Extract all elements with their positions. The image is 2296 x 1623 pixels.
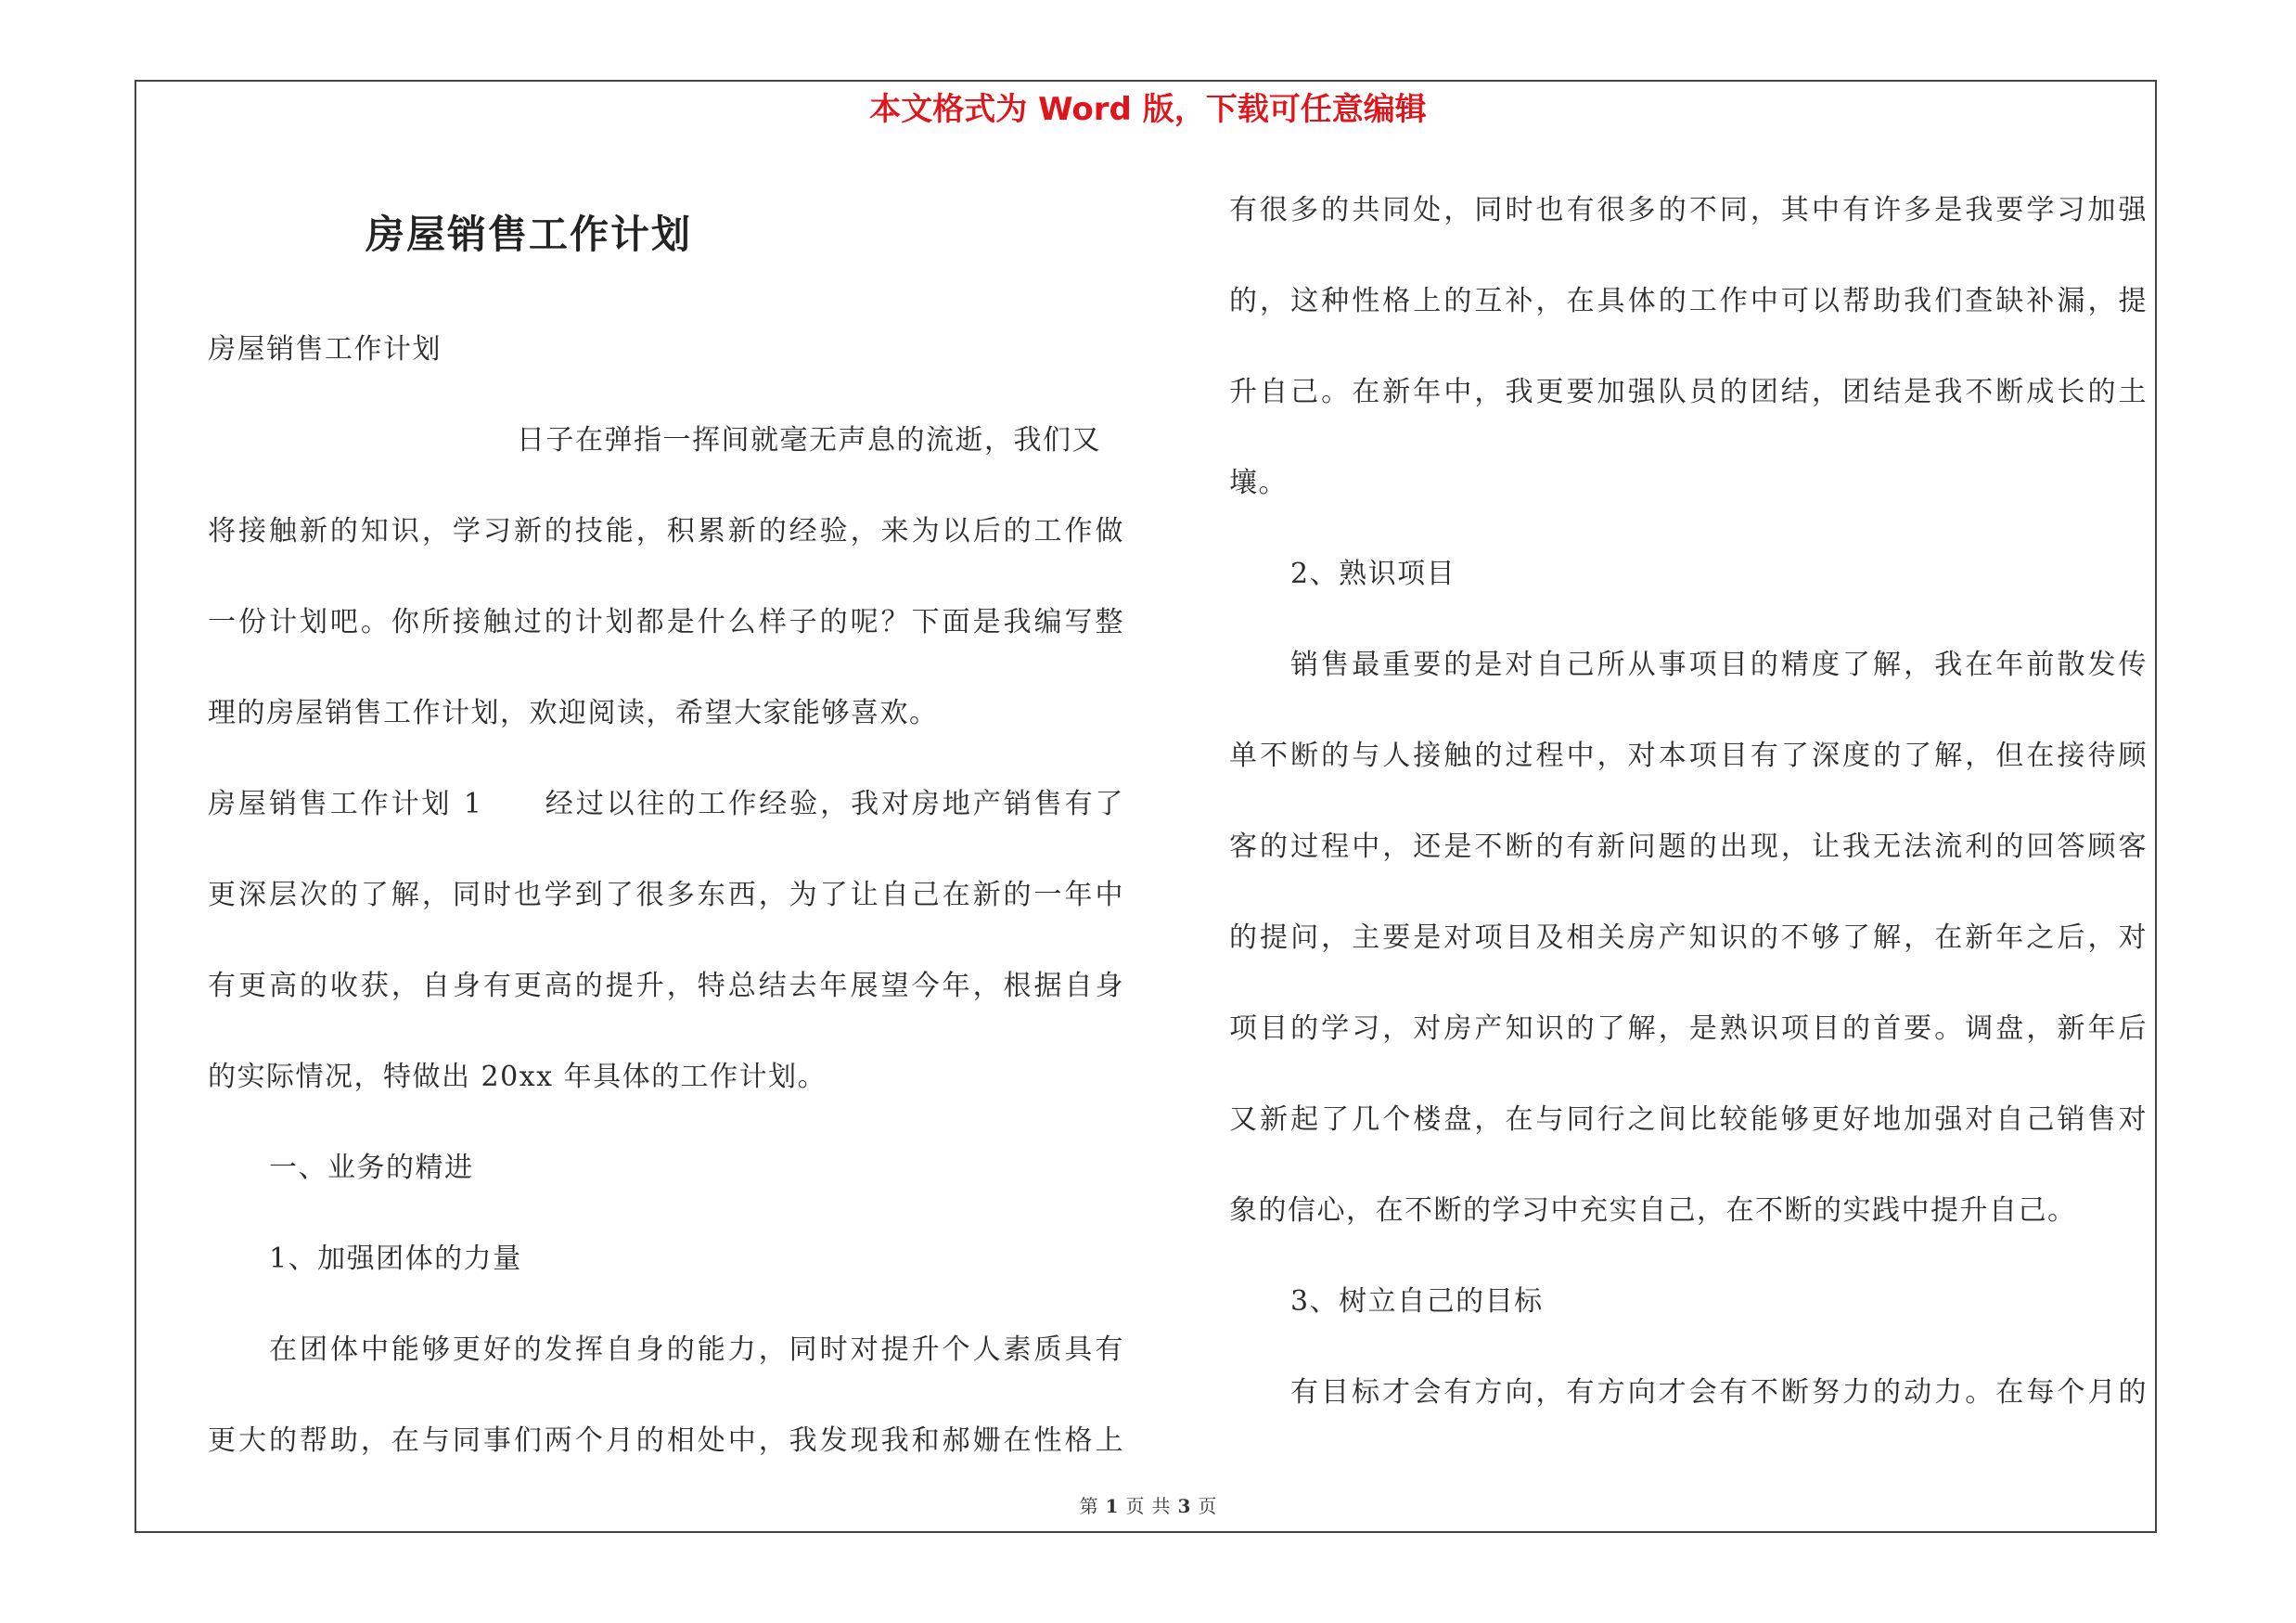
- paragraph-line: 一份计划吧。你所接触过的计划都是什么样子的呢？下面是我编写整: [208, 606, 1124, 638]
- total-page-count: 3: [1177, 1495, 1191, 1517]
- paragraph-line: 项目的学习，对房产知识的了解，是熟识项目的首要。调盘，新年后: [1229, 1012, 2148, 1045]
- page-number-footer: [0, 1492, 2296, 1520]
- paragraph-line: 房屋销售工作计划 1 经过以往的工作经验，我对房地产销售有了: [208, 788, 1124, 820]
- paragraph-line: 有更高的收获，自身有更高的提升，特总结去年展望今年，根据自身: [208, 970, 1124, 1002]
- paragraph-line: 在团体中能够更好的发挥自身的能力，同时对提升个人素质具有: [269, 1333, 1124, 1366]
- section-heading: 一、业务的精进: [269, 1152, 474, 1184]
- paragraph-line: 象的信心，在不断的学习中充实自己，在不断的实践中提升自己。: [1229, 1194, 2077, 1227]
- footer-prefix: 第: [1079, 1495, 1098, 1517]
- paragraph-line: 将接触新的知识，学习新的技能，积累新的经验，来为以后的工作做: [208, 515, 1124, 547]
- format-notice-banner: 本文格式为 Word 版，下载可任意编辑: [869, 91, 1427, 128]
- footer-total-word: 共: [1151, 1495, 1171, 1517]
- paragraph-line: 壤。: [1229, 467, 1288, 499]
- subsection-heading: 2、熟识项目: [1290, 558, 1456, 590]
- paragraph-line: 日子在弹指一挥间就毫无声息的流逝，我们又: [517, 424, 1101, 457]
- paragraph-line: 的实际情况，特做出 20xx 年具体的工作计划。: [208, 1061, 827, 1093]
- paragraph-line: 的，这种性格上的互补，在具体的工作中可以帮助我们查缺补漏，提: [1229, 285, 2148, 317]
- paragraph-line: 升自己。在新年中，我更要加强队员的团结，团结是我不断成长的土: [1229, 376, 2148, 408]
- paragraph-line: 更大的帮助，在与同事们两个月的相处中，我发现我和郝姗在性格上: [208, 1424, 1124, 1457]
- subsection-heading: 1、加强团体的力量: [269, 1243, 522, 1275]
- paragraph-line: 更深层次的了解，同时也学到了很多东西，为了让自己在新的一年中: [208, 879, 1124, 911]
- paragraph-line: 销售最重要的是对自己所从事项目的精度了解，我在年前散发传: [1290, 649, 2148, 681]
- paragraph-line: 有目标才会有方向，有方向才会有不断努力的动力。在每个月的: [1290, 1376, 2148, 1409]
- footer-page-word: 页: [1125, 1495, 1145, 1517]
- paragraph-line: 有很多的共同处，同时也有很多的不同，其中有许多是我要学习加强: [1229, 194, 2148, 226]
- footer-suffix: 页: [1198, 1495, 1217, 1517]
- document-title: 房屋销售工作计划: [365, 212, 692, 257]
- paragraph-line: 房屋销售工作计划: [208, 333, 442, 366]
- paragraph-line: 客的过程中，还是不断的有新问题的出现，让我无法流利的回答顾客: [1229, 831, 2148, 863]
- paragraph-line: 的提问，主要是对项目及相关房产知识的不够了解，在新年之后，对: [1229, 921, 2148, 954]
- paragraph-line: 又新起了几个楼盘，在与同行之间比较能够更好地加强对自己销售对: [1229, 1103, 2148, 1136]
- subsection-heading: 3、树立自己的目标: [1290, 1285, 1544, 1318]
- current-page-number: 1: [1105, 1495, 1119, 1517]
- paragraph-line: 理的房屋销售工作计划，欢迎阅读，希望大家能够喜欢。: [208, 697, 939, 729]
- paragraph-line: 单不断的与人接触的过程中，对本项目有了深度的了解，但在接待顾: [1229, 740, 2148, 772]
